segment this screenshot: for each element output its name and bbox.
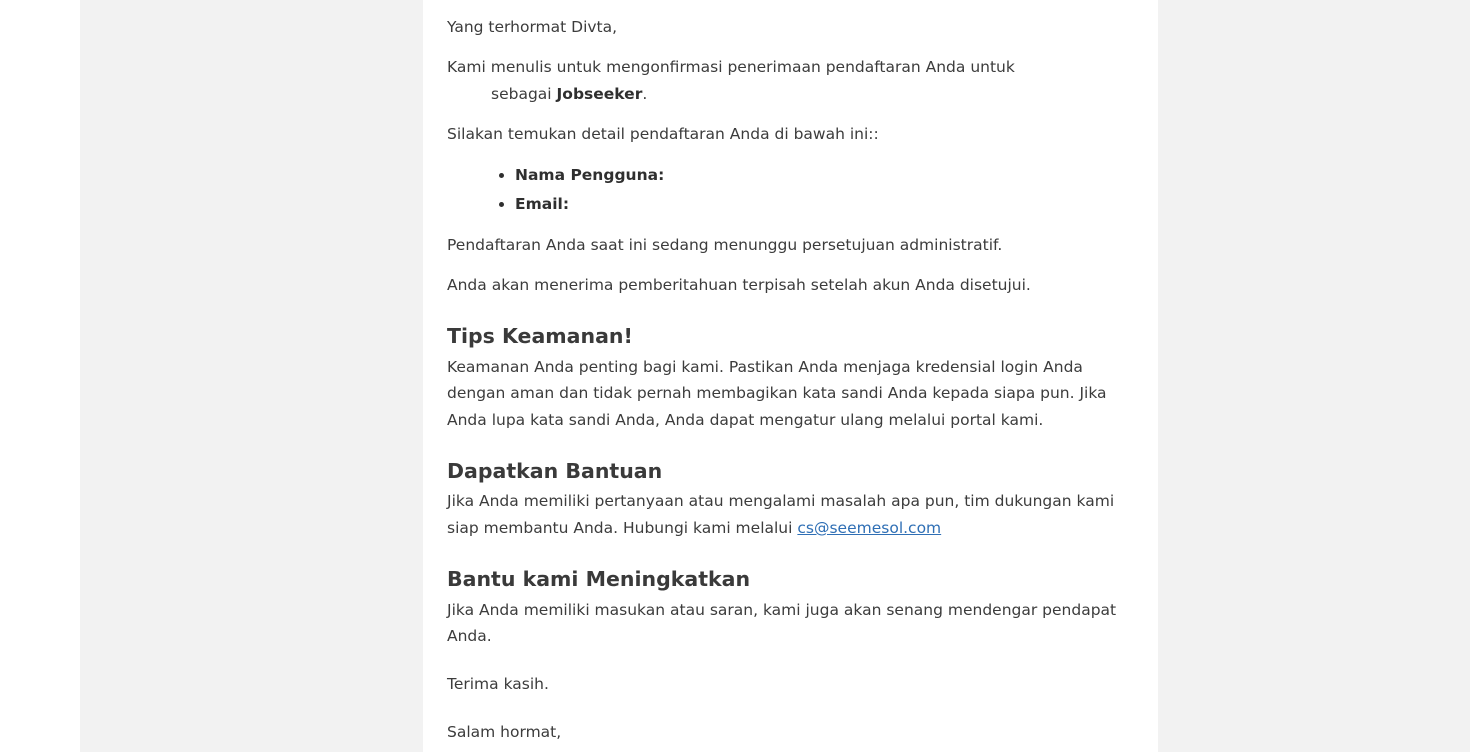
email-intro-line1: Kami menulis untuk mengonfirmasi penerimaan pendaftaran Anda untuk	[447, 58, 1015, 77]
email-status-line: Pendaftaran Anda saat ini sedang menunggu persetujuan administratif.	[447, 235, 1003, 254]
section-heading-security-tips: Tips Keamanan!	[447, 324, 633, 348]
right-background-panel	[1158, 0, 1470, 752]
email-notify-line: Anda akan menerima pemberitahuan terpisah setelah akun Anda disetujui.	[447, 275, 1031, 294]
spacer	[447, 711, 1118, 719]
section-heading-help-us-improve: Bantu kami Meningkatkan	[447, 566, 751, 591]
section-text-get-help-lead: Jika Anda memiliki pertanyaan atau mengalami masalah apa pun, tim dukungan kami siap membantu Anda. Hubungi kami melalui	[447, 492, 1115, 538]
list-item: • Nama Pengguna:	[515, 162, 1118, 189]
spacer	[447, 663, 1118, 671]
registration-details-list	[447, 162, 1118, 218]
email-details-lead: Silakan temukan detail pendaftaran Anda di bawah ini::	[447, 125, 879, 144]
list-item: • Email:	[515, 191, 1118, 218]
left-background-panel	[80, 0, 423, 752]
email-intro-prefix: sebagai	[491, 85, 557, 104]
section-heading-get-help: Dapatkan Bantuan	[447, 458, 663, 483]
email-greeting: Yang terhormat Divta,	[447, 18, 618, 36]
email-content	[423, 0, 1158, 752]
email-closing: Salam hormat,	[447, 722, 562, 741]
support-email-link[interactable]: cs@seemesol.com	[797, 519, 942, 538]
section-text-get-help	[447, 488, 1118, 541]
section-text-help-us-improve: Jika Anda memiliki masukan atau saran, kami juga akan senang mendengar pendapat Anda.	[447, 600, 1117, 646]
left-white-gutter	[0, 0, 80, 752]
email-intro	[447, 54, 1118, 108]
email-thanks: Terima kasih.	[447, 674, 549, 693]
email-intro-suffix: .	[642, 85, 648, 104]
section-text-security-tips: Keamanan Anda penting bagi kami. Pastikan Anda menjaga kredensial login Anda dengan aman dan tidak pernah membagikan kata sandi Anda kepada siapa pun. Jika Anda lupa kata sandi Anda, Anda dapat mengatur ulang melalui portal kami.	[447, 357, 1107, 430]
email-intro-role: Jobseeker	[556, 85, 643, 104]
email-intro-line2	[447, 81, 1118, 108]
